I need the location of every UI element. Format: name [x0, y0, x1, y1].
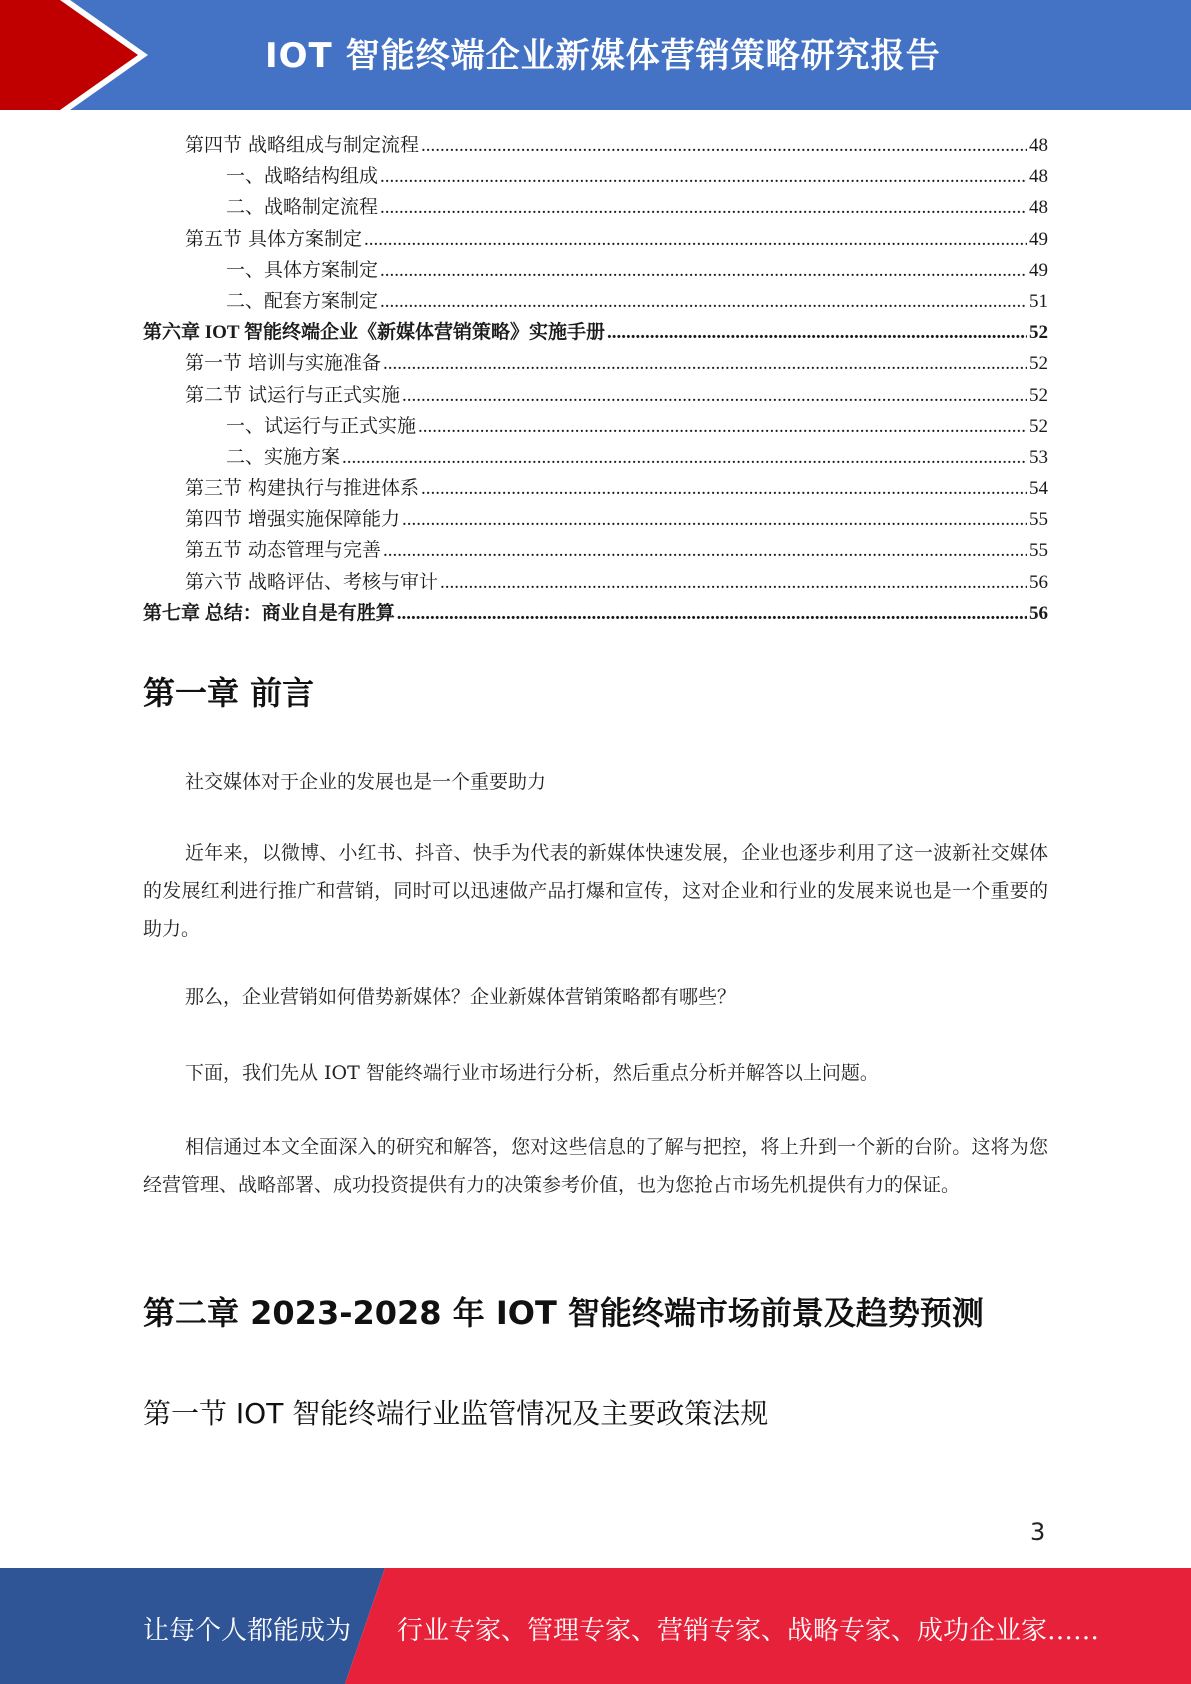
header-arrow-decoration — [0, 0, 160, 110]
report-title: IOT 智能终端企业新媒体营销策略研究报告 — [265, 36, 941, 76]
toc-page-number: 55 — [1029, 509, 1048, 531]
toc-entry[interactable] — [143, 380, 1048, 411]
toc-entry[interactable] — [143, 286, 1048, 317]
toc-dot-leader — [383, 348, 1027, 379]
toc-entry-title: 第六节 战略评估、考核与审计 — [185, 570, 439, 593]
toc-entry[interactable] — [143, 224, 1048, 255]
toc-entry[interactable] — [143, 567, 1048, 598]
chapter-1-heading: 第一章 前言 — [143, 674, 315, 712]
toc-dot-leader — [421, 130, 1027, 161]
toc-dot-leader — [397, 598, 1027, 629]
paragraph-4: 下面，我们先从 IOT 智能终端行业市场进行分析，然后重点分析并解答以上问题。 — [185, 1062, 879, 1084]
toc-entry-title: 二、战略制定流程 — [226, 196, 379, 219]
toc-page-number: 48 — [1029, 135, 1048, 156]
paragraph-3: 那么，企业营销如何借势新媒体？企业新媒体营销策略都有哪些？ — [185, 986, 737, 1008]
toc-entry-title: 第三节 构建执行与推进体系 — [185, 477, 420, 500]
toc-dot-leader — [380, 192, 1027, 223]
toc-page-number: 56 — [1029, 602, 1048, 624]
footer-slogan-left: 让每个人都能成为 — [143, 1616, 352, 1646]
toc-entry-title: 第四节 增强实施保障能力 — [185, 508, 401, 531]
toc-dot-leader — [402, 380, 1027, 411]
toc-entry-title: 二、配套方案制定 — [226, 289, 379, 312]
toc-entry[interactable] — [143, 255, 1048, 286]
toc-entry[interactable] — [143, 442, 1048, 473]
toc-entry-title: 一、战略结构组成 — [226, 165, 379, 188]
paragraph-5: 相信通过本文全面深入的研究和解答，您对这些信息的了解与把控，将上升到一个新的台阶。这将为您经营管理、战略部署、成功投资提供有力的决策参考价值，也为您抢占市场先机提供有力的保证。 — [143, 1136, 1048, 1196]
toc-page-number: 56 — [1029, 571, 1048, 593]
toc-entry-title: 第二节 试运行与正式实施 — [185, 383, 401, 406]
toc-dot-leader — [380, 255, 1027, 286]
toc-dot-leader — [342, 442, 1027, 473]
toc-dot-leader — [383, 535, 1027, 566]
toc-page-number: 52 — [1029, 353, 1048, 375]
toc-page-number: 48 — [1029, 166, 1048, 188]
toc-entry[interactable] — [143, 535, 1048, 566]
toc-entry-title: 第六章 IOT 智能终端企业《新媒体营销策略》实施手册 — [143, 322, 606, 344]
toc-entry-title: 第四节 战略组成与制定流程 — [185, 134, 420, 156]
toc-entry-title: 一、试运行与正式实施 — [226, 414, 417, 437]
toc-page-number: 52 — [1029, 322, 1048, 344]
toc-entry[interactable] — [143, 411, 1048, 442]
footer-slogan-right: 行业专家、管理专家、营销专家、战略专家、成功企业家…… — [397, 1616, 1100, 1646]
toc-dot-leader — [364, 224, 1027, 255]
toc-page-number: 48 — [1029, 197, 1048, 219]
toc-page-number: 49 — [1029, 259, 1048, 281]
toc-entry[interactable] — [143, 192, 1048, 223]
toc-dot-leader — [380, 286, 1027, 317]
page-footer — [0, 1568, 1191, 1684]
toc-page-number: 49 — [1029, 228, 1048, 250]
toc-entry-title: 第五节 动态管理与完善 — [185, 539, 382, 562]
toc-entry-title: 第七章 总结：商业自是有胜算 — [143, 602, 395, 624]
table-of-contents — [143, 130, 1048, 629]
toc-chapter-entry[interactable] — [143, 317, 1048, 348]
toc-dot-leader — [440, 567, 1027, 598]
toc-page-number: 51 — [1029, 290, 1048, 312]
paragraph-2: 近年来，以微博、小红书、抖音、快手为代表的新媒体快速发展，企业也逐步利用了这一波新社交媒体的发展红利进行推广和营销，同时可以迅速做产品打爆和宣传，这对企业和行业的发展来说也是一个重要的助力。 — [143, 842, 1048, 940]
toc-entry[interactable] — [143, 348, 1048, 379]
toc-entry[interactable] — [143, 504, 1048, 535]
toc-entry-title: 第五节 具体方案制定 — [185, 227, 363, 250]
toc-dot-leader — [607, 317, 1027, 348]
toc-entry[interactable] — [143, 130, 1048, 161]
toc-page-number: 52 — [1029, 415, 1048, 437]
chapter-2-heading: 第二章 2023-2028 年 IOT 智能终端市场前景及趋势预测 — [143, 1294, 984, 1332]
toc-page-number: 54 — [1029, 478, 1048, 500]
toc-entry-title: 第一节 培训与实施准备 — [185, 352, 382, 375]
toc-chapter-entry[interactable] — [143, 598, 1048, 629]
toc-entry[interactable] — [143, 473, 1048, 504]
toc-entry-title: 二、实施方案 — [226, 445, 341, 468]
toc-dot-leader — [418, 411, 1027, 442]
toc-page-number: 52 — [1029, 384, 1048, 406]
toc-entry[interactable] — [143, 161, 1048, 192]
toc-entry-title: 一、具体方案制定 — [226, 258, 379, 281]
toc-dot-leader — [421, 473, 1027, 504]
toc-dot-leader — [402, 504, 1027, 535]
toc-page-number: 53 — [1029, 446, 1048, 468]
page-header — [0, 0, 1191, 110]
section-1-heading: 第一节 IOT 智能终端行业监管情况及主要政策法规 — [143, 1397, 769, 1430]
paragraph-1: 社交媒体对于企业的发展也是一个重要助力 — [185, 771, 547, 793]
page-number: 3 — [1030, 1518, 1046, 1546]
toc-page-number: 55 — [1029, 540, 1048, 562]
toc-dot-leader — [380, 161, 1027, 192]
